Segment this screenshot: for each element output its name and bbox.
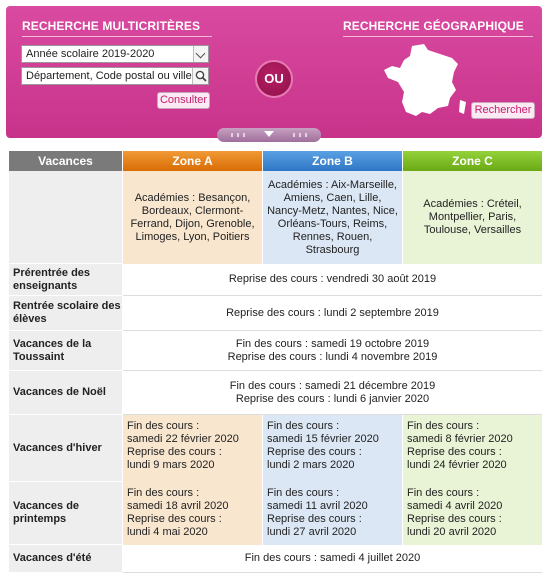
row-label-rentree: Rentrée scolaire des élèves	[9, 296, 122, 331]
row-value-noel	[123, 371, 542, 415]
consult-button[interactable]: Consulter	[157, 92, 210, 109]
hiver-a-resume-date: lundi 9 mars 2020	[127, 459, 215, 471]
magnifier-icon[interactable]	[192, 68, 208, 84]
hiver-zone-a	[123, 415, 262, 482]
academies-zone-a: Académies : Besançon, Bordeaux, Clermont-Ferrand, Dijon, Grenoble, Limoges, Lyon, Poitiers	[123, 171, 262, 264]
hiver-zone-b	[263, 415, 402, 482]
hiver-c-resume-label: Reprise des cours :	[407, 446, 502, 458]
toussaint-end: Fin des cours : samedi 19 octobre 2019	[235, 337, 430, 350]
printemps-a-end-label: Fin des cours :	[127, 487, 200, 499]
hiver-a-end-label: Fin des cours :	[127, 420, 200, 432]
location-placeholder: Département, Code postal ou ville	[26, 70, 192, 82]
multicriteria-underline	[22, 36, 212, 37]
academies-zone-b: Académies : Aix-Marseille, Amiens, Caen, Lille, Nancy-Metz, Nantes, Nice, Orléans-Tours, Reims, Rennes, Rouen, Strasbourg	[263, 171, 402, 264]
header-zone-a: Zone A	[123, 151, 262, 171]
row-value-ete: Fin des cours : samedi 4 juillet 2020	[123, 545, 542, 573]
geographic-underline	[343, 36, 533, 37]
row-label-hiver: Vacances d'hiver	[9, 415, 122, 482]
multicriteria-title: RECHERCHE MULTICRITÈRES	[22, 19, 201, 33]
hiver-b-resume-date: lundi 2 mars 2020	[267, 459, 355, 471]
printemps-a-end-date: samedi 18 avril 2020	[127, 500, 229, 512]
row-label-ete: Vacances d'été	[9, 545, 122, 573]
hiver-c-resume-date: lundi 24 février 2020	[407, 459, 507, 471]
academies-zone-c: Académies : Créteil, Montpellier, Paris, Toulouse, Versailles	[403, 171, 542, 264]
geographic-title: RECHERCHE GÉOGRAPHIQUE	[343, 19, 524, 33]
chevron-down-icon[interactable]	[193, 46, 208, 62]
printemps-zone-a	[123, 482, 262, 545]
printemps-b-end-label: Fin des cours :	[267, 487, 340, 499]
printemps-a-resume-date: lundi 4 mai 2020	[127, 526, 208, 538]
hiver-a-resume-label: Reprise des cours :	[127, 446, 222, 458]
header-vacances: Vacances	[9, 151, 122, 171]
row-label-prerentree: Prérentrée des enseignants	[9, 264, 122, 296]
header-zone-b: Zone B	[263, 151, 402, 171]
france-map-icon[interactable]	[382, 42, 468, 122]
row-value-toussaint	[123, 331, 542, 371]
hiver-c-end-label: Fin des cours :	[407, 420, 480, 432]
school-year-select[interactable]	[21, 45, 209, 63]
row-label-toussaint: Vacances de la Toussaint	[9, 331, 122, 371]
hiver-b-end-date: samedi 15 février 2020	[267, 433, 379, 445]
printemps-c-resume-label: Reprise des cours :	[407, 513, 502, 525]
noel-resume: Reprise des cours : lundi 6 janvier 2020	[235, 392, 430, 405]
collapse-handle[interactable]	[217, 128, 321, 142]
or-separator: OU	[255, 60, 293, 98]
row-label-printemps: Vacances de printemps	[9, 482, 122, 545]
row-label-noel: Vacances de Noël	[9, 371, 122, 415]
hiver-c-end-date: samedi 8 février 2020	[407, 433, 513, 445]
printemps-zone-b	[263, 482, 402, 545]
printemps-zone-c	[403, 482, 542, 545]
printemps-a-resume-label: Reprise des cours :	[127, 513, 222, 525]
academies-row-label	[9, 171, 122, 264]
hiver-a-end-date: samedi 22 février 2020	[127, 433, 239, 445]
hiver-b-resume-label: Reprise des cours :	[267, 446, 362, 458]
printemps-b-resume-label: Reprise des cours :	[267, 513, 362, 525]
triangle-down-icon	[264, 131, 274, 137]
search-button[interactable]: Rechercher	[471, 102, 535, 119]
row-value-rentree: Reprise des cours : lundi 2 septembre 2019	[123, 296, 542, 331]
printemps-b-resume-date: lundi 27 avril 2020	[267, 526, 357, 538]
header-zone-c: Zone C	[403, 151, 542, 171]
toussaint-resume: Reprise des cours : lundi 4 novembre 2019	[227, 350, 438, 363]
hiver-b-end-label: Fin des cours :	[267, 420, 340, 432]
printemps-c-end-date: samedi 4 avril 2020	[407, 500, 503, 512]
school-year-value: Année scolaire 2019-2020	[26, 48, 155, 60]
noel-end: Fin des cours : samedi 21 décembre 2019	[229, 379, 436, 392]
printemps-c-end-label: Fin des cours :	[407, 487, 480, 499]
row-value-prerentree: Reprise des cours : vendredi 30 août 2019	[123, 264, 542, 296]
hiver-zone-c	[403, 415, 542, 482]
printemps-c-resume-date: lundi 20 avril 2020	[407, 526, 497, 538]
location-input[interactable]	[21, 67, 209, 85]
printemps-b-end-date: samedi 11 avril 2020	[267, 500, 368, 512]
